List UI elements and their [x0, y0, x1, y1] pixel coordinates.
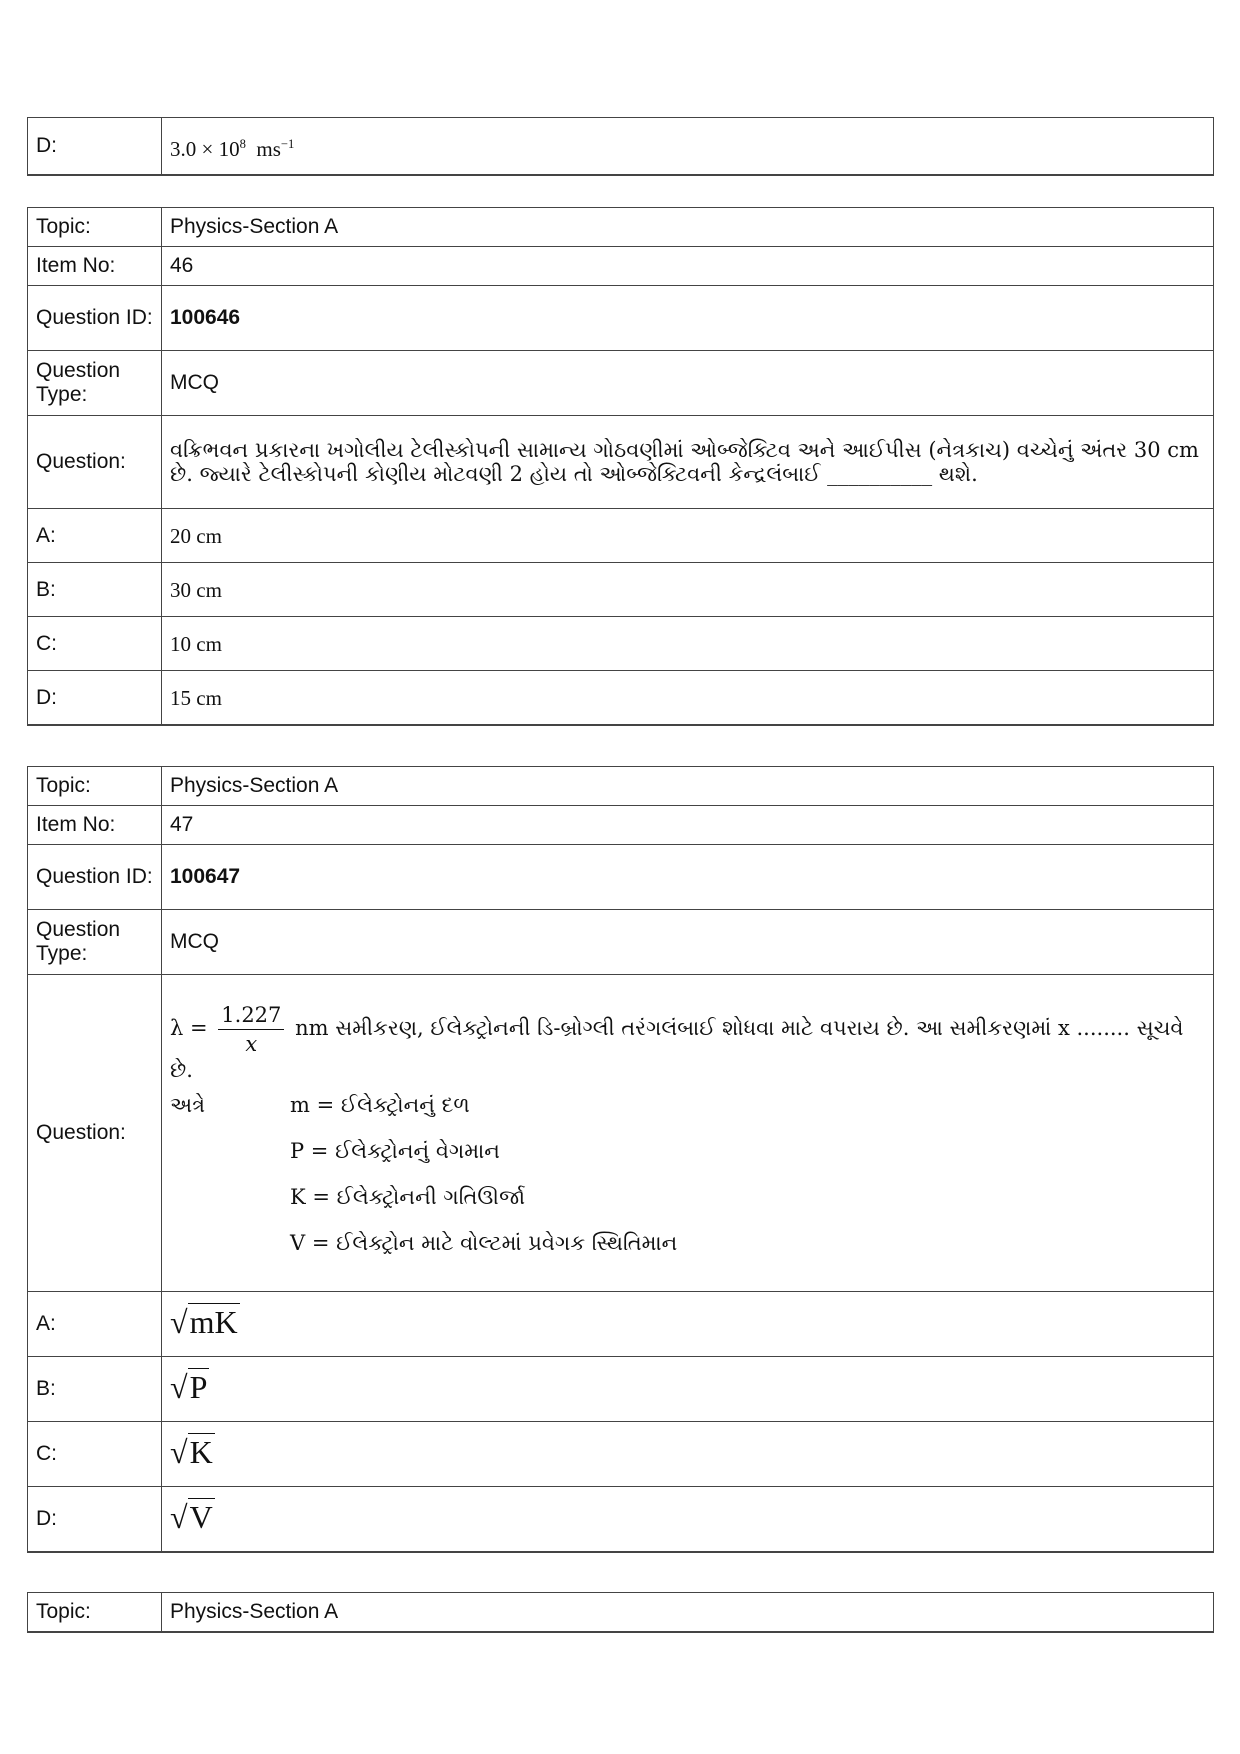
value-base: 3.0 × 10 — [170, 136, 240, 161]
question-text: વક્રિભવન પ્રકારના ખગોલીય ટેલીસ્કોપની સામાન્ય ગોઠવણીમાં ઓબ્જેક્ટિવ અને આઈપીસ (નેત્રકાચ) વચ્ચેનું અંતર 30 cm છે. જ્યારે ટેલીસ્કોપની કોણીય મોટવણી 2 હોય તો ઓબ્જેક્ટિવની કેન્દ્રલંબાઈ __________ થશે. — [162, 416, 1214, 509]
topic-label: Topic: — [28, 208, 162, 247]
sqrt-expression: √K — [170, 1433, 213, 1470]
option-value — [162, 118, 1214, 176]
qid-row — [28, 286, 1214, 351]
topic-row — [28, 208, 1214, 247]
definition-p: P = ઈલેક્ટ્રોનનું વેગમાન — [290, 1138, 500, 1163]
lambda-symbol: λ = — [170, 1015, 208, 1040]
qtype-label: Question Type: — [28, 351, 162, 416]
option-value — [162, 1292, 1214, 1357]
item-value: 47 — [162, 806, 1214, 845]
option-row-d — [28, 671, 1214, 726]
topic-row — [28, 1593, 1214, 1633]
question-46-table — [27, 207, 1214, 726]
topic-row — [28, 767, 1214, 806]
topic-value: Physics-Section A — [162, 208, 1214, 247]
option-row-c — [28, 1422, 1214, 1487]
value-unit: ms — [256, 136, 281, 161]
item-value: 46 — [162, 247, 1214, 286]
option-value: 30 cm — [162, 563, 1214, 617]
where-label: અત્રે — [170, 1092, 206, 1117]
sqrt-expression: √P — [170, 1368, 208, 1405]
option-label: D: — [28, 118, 162, 176]
option-label: B: — [28, 563, 162, 617]
option-value: 10 cm — [162, 617, 1214, 671]
item-row — [28, 806, 1214, 845]
qid-label: Question ID: — [28, 845, 162, 910]
option-label: A: — [28, 509, 162, 563]
option-label: C: — [28, 617, 162, 671]
qid-value: 100646 — [162, 286, 1214, 351]
qid-value: 100647 — [162, 845, 1214, 910]
next-question-table — [27, 1592, 1214, 1633]
question-label: Question: — [28, 416, 162, 509]
option-row-a — [28, 1292, 1214, 1357]
question-label: Question: — [28, 975, 162, 1292]
question-47-table — [27, 766, 1214, 1553]
option-value: 20 cm — [162, 509, 1214, 563]
sqrt-expression: √mK — [170, 1303, 238, 1340]
question-row — [28, 416, 1214, 509]
option-label: D: — [28, 671, 162, 726]
question-body — [162, 975, 1214, 1292]
qtype-label: Question Type: — [28, 910, 162, 975]
radicand: V — [189, 1498, 213, 1535]
value-exponent: 8 — [239, 136, 246, 151]
definition-k: K = ઈલેક્ટ્રોનની ગતિઊર્જા — [290, 1184, 526, 1209]
option-row-d — [28, 118, 1214, 176]
radicand: P — [189, 1368, 208, 1405]
option-row-d — [28, 1487, 1214, 1553]
option-label: C: — [28, 1422, 162, 1487]
option-value — [162, 1357, 1214, 1422]
definition-m: m = ઈલેક્ટ્રોનનું દળ — [290, 1092, 470, 1117]
qtype-row — [28, 351, 1214, 416]
topic-label: Topic: — [28, 1593, 162, 1633]
option-label: B: — [28, 1357, 162, 1422]
equation-fraction — [218, 1001, 284, 1058]
prev-question-table — [27, 117, 1214, 176]
item-row — [28, 247, 1214, 286]
option-row-a — [28, 509, 1214, 563]
option-value — [162, 1422, 1214, 1487]
option-value — [162, 1487, 1214, 1553]
qtype-value: MCQ — [162, 351, 1214, 416]
qtype-row — [28, 910, 1214, 975]
qid-row — [28, 845, 1214, 910]
variable-definitions — [170, 1082, 1205, 1266]
question-equation-line — [170, 1001, 1205, 1082]
option-row-b — [28, 563, 1214, 617]
option-row-b — [28, 1357, 1214, 1422]
option-label: D: — [28, 1487, 162, 1553]
item-label: Item No: — [28, 247, 162, 286]
option-value: 15 cm — [162, 671, 1214, 726]
question-text: nm સમીકરણ, ઈલેક્ટ્રોનની ડિ-બ્રોગ્લી તરંગલંબાઈ શોધવા માટે વપરાય છે. આ સમીકરણમાં x ........ સૂચવે છે. — [170, 1015, 1184, 1082]
value-unit-exponent: −1 — [280, 136, 295, 151]
qtype-value: MCQ — [162, 910, 1214, 975]
option-label: A: — [28, 1292, 162, 1357]
topic-value: Physics-Section A — [162, 1593, 1214, 1633]
fraction-numerator: 1.227 — [218, 1001, 284, 1030]
radicand: K — [189, 1433, 213, 1470]
topic-value: Physics-Section A — [162, 767, 1214, 806]
definition-list — [290, 1082, 1205, 1266]
fraction-denominator: x — [245, 1031, 258, 1056]
option-row-c — [28, 617, 1214, 671]
sqrt-expression: √V — [170, 1498, 213, 1535]
radicand: mK — [189, 1303, 238, 1340]
topic-label: Topic: — [28, 767, 162, 806]
definition-v: V = ઈલેક્ટ્રોન માટે વોલ્ટમાં પ્રવેગક સ્થિતિમાન — [290, 1230, 678, 1255]
item-label: Item No: — [28, 806, 162, 845]
qid-label: Question ID: — [28, 286, 162, 351]
question-row — [28, 975, 1214, 1292]
